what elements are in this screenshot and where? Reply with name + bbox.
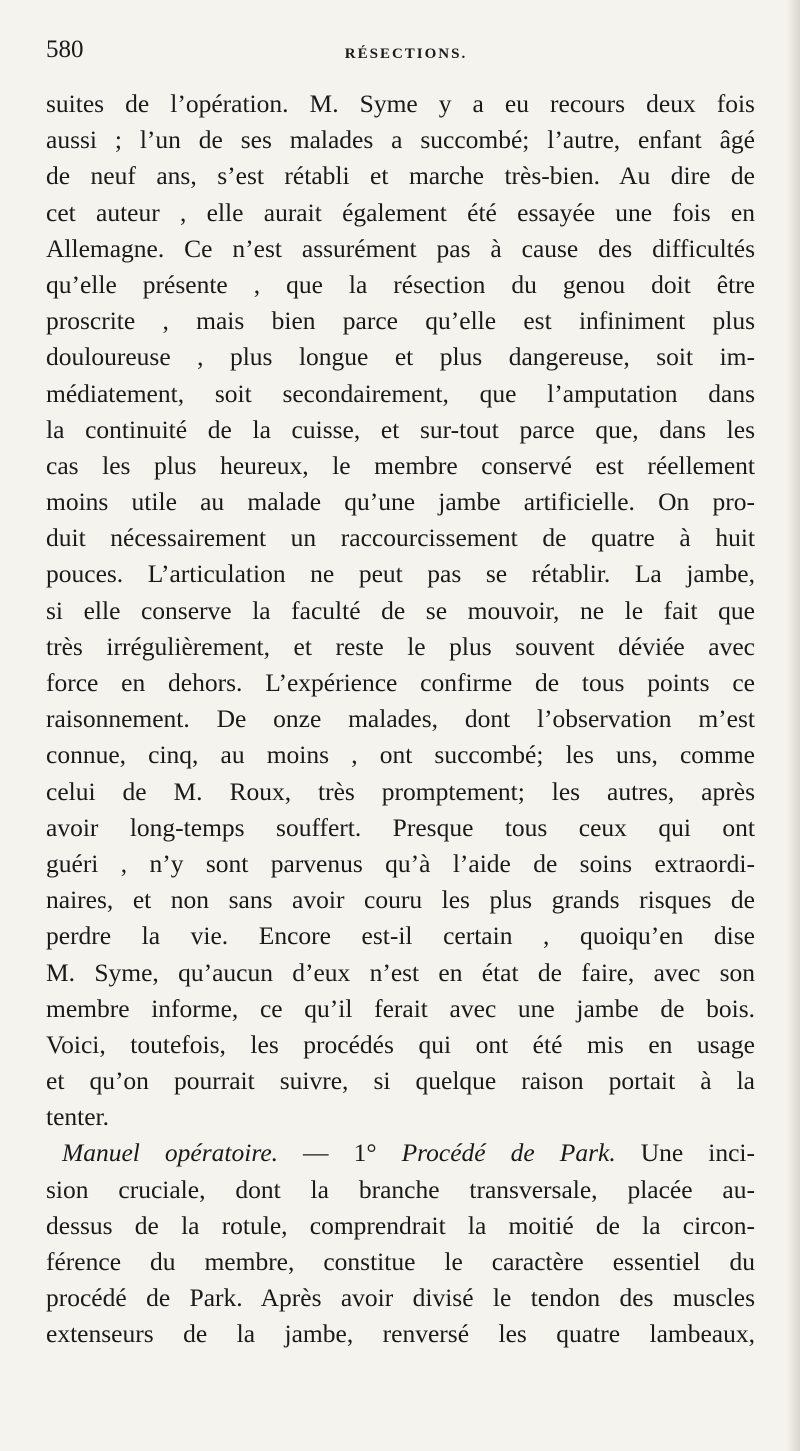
paragraph-2-first-line (46, 1135, 755, 1171)
text-line: membre informe, ce qu’il ferait avec une jambe de bois. (46, 993, 755, 1023)
text-line: guéri , n’y sont parvenus qu’à l’aide de soins extraordi- (46, 848, 755, 878)
text-line: suites de l’opération. M. Syme y a eu recours deux fois (46, 89, 755, 118)
text-line: connue, cinq, au moins , ont succombé; les uns, comme (46, 740, 755, 770)
text-line: avoir long-temps souffert. Presque tous ceux qui ont (46, 812, 755, 842)
text-line: férence du membre, constitue le caractère essentiel du (46, 1247, 755, 1276)
section-heading: Manuel opératoire. (62, 1138, 279, 1168)
text-line: aussi ; l’un de ses malades a succombé; l’autre, enfant âgé (46, 125, 755, 155)
text-line: raisonnement. De onze malades, dont l’observation m’est (46, 704, 755, 734)
text-line: si elle conserve la faculté de se mouvoir, ne le fait que (46, 595, 755, 625)
text-line: qu’elle présente , que la résection du genou doit être (46, 269, 755, 299)
text-line: procédé de Park. Après avoir divisé le tendon des muscles (46, 1283, 755, 1313)
text-line: douloureuse , plus longue et plus dangereuse, soit im- (46, 342, 755, 372)
text-line: moins utile au malade qu’une jambe artificielle. On pro- (46, 487, 755, 517)
text-line: extenseurs de la jambe, renversé les quatre lambeaux, (46, 1319, 755, 1349)
text-line: Allemagne. Ce n’est assurément pas à cause des difficultés (46, 233, 755, 263)
text-line: pouces. L’articulation ne peut pas se rétablir. La jambe, (46, 559, 755, 589)
text-line: sion cruciale, dont la branche transversale, placée au- (46, 1174, 755, 1204)
text-line: de neuf ans, s’est rétabli et marche très-bien. Au dire de (46, 161, 755, 191)
text-line: tenter. (46, 1102, 110, 1132)
text-line: proscrite , mais bien parce qu’elle est infiniment plus (46, 306, 755, 336)
text-line: cet auteur , elle aurait également été essayée une fois en (46, 197, 755, 227)
page-header (46, 36, 766, 76)
paragraph-2 (46, 1135, 755, 1352)
text-line: et qu’on pourrait suivre, si quelque raison portait à la (46, 1066, 755, 1096)
text-line: médiatement, soit secondairement, que l’amputation dans (46, 378, 755, 408)
procedure-title: Procédé de Park. (401, 1138, 616, 1168)
running-head: RÉSECTIONS. (344, 46, 468, 62)
first-line-rest: Une inci- (615, 1138, 755, 1168)
heading-dash: — 1° (278, 1138, 402, 1168)
text-line: naires, et non sans avoir couru les plus grands risques de (46, 885, 755, 915)
page-edge-shadow (786, 0, 800, 1451)
text-line: cas les plus heureux, le membre conservé est réellement (46, 450, 755, 480)
text-line: perdre la vie. Encore est-il certain , quoiqu’en dise (46, 921, 755, 951)
text-line: force en dehors. L’expérience confirme de tous points ce (46, 668, 755, 697)
text-line: duit nécessairement un raccourcissement de quatre à huit (46, 523, 755, 553)
page-number: 580 (46, 36, 84, 63)
paragraph-1 (46, 86, 755, 1135)
text-line: très irrégulièrement, et reste le plus souvent déviée avec (46, 631, 755, 661)
paragraph-2-lines (46, 1172, 755, 1353)
text-line: M. Syme, qu’aucun d’eux n’est en état de faire, avec son (46, 957, 755, 987)
body-text (46, 86, 755, 1353)
text-line: dessus de la rotule, comprendrait la moitié de la circon- (46, 1210, 755, 1240)
text-line: celui de M. Roux, très promptement; les autres, après (46, 776, 755, 806)
text-line: la continuité de la cuisse, et sur-tout parce que, dans les (46, 414, 755, 444)
text-line: Voici, toutefois, les procédés qui ont été mis en usage (46, 1029, 755, 1059)
